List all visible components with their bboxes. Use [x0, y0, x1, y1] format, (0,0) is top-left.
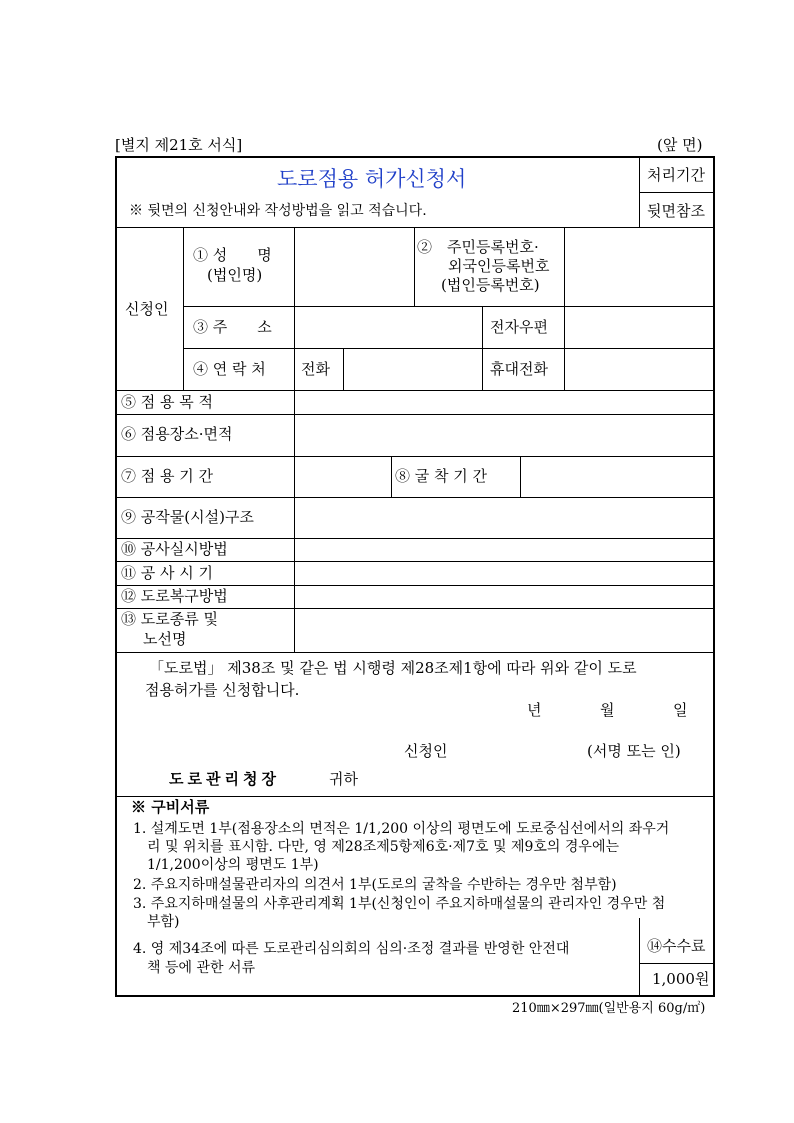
date-month: 월	[600, 701, 615, 719]
processing-period-label: 처리기간	[647, 166, 705, 184]
doc-item-1-line-3: 1/1,200이상의 평면도 1부)	[147, 857, 319, 873]
date-day: 일	[673, 701, 688, 719]
road-type-label-1: ⑬ 도로종류 및	[121, 610, 218, 628]
sign-or-seal: (서명 또는 인)	[587, 742, 681, 760]
mobile-label: 휴대전화	[490, 360, 548, 378]
restore-label: ⑫ 도로복구방법	[121, 587, 228, 605]
excavation-label: ⑧ 굴 착 기 간	[395, 467, 488, 485]
recipient: 도로관리청장	[169, 770, 280, 788]
applicant-section-label: 신청인	[125, 300, 169, 318]
statement-line-1: 「도로법」 제38조 및 같은 법 시행령 제28조제1항에 따라 위와 같이 도로	[149, 659, 637, 677]
form-number: [별지 제21호 서식]	[115, 136, 243, 154]
regno-label-2: 외국인등록번호	[448, 257, 550, 275]
phone-label: 전화	[301, 360, 330, 378]
address-label: ③ 주 소	[193, 318, 272, 336]
regno-label-3: (법인등록번호)	[441, 276, 540, 294]
page-side: (앞 면)	[657, 136, 703, 154]
period-label: ⑦ 점 용 기 간	[121, 467, 214, 485]
application-form	[115, 156, 715, 997]
doc-item-3-line-2: 부함)	[147, 914, 180, 930]
timing-label: ⑪ 공 사 시 기	[121, 564, 214, 582]
regno-label-1: ② 주민등록번호·	[417, 238, 539, 256]
doc-item-3-line-1: 3. 주요지하매설물의 사후관리계획 1부(신청인이 주요지하매설물의 관리자인 경우만 첨	[133, 896, 666, 912]
statement-line-2: 점용허가를 신청합니다.	[145, 681, 300, 699]
contact-label: ④ 연 락 처	[193, 360, 266, 378]
date-year: 년	[527, 701, 542, 719]
method-label: ⑩ 공사실시방법	[121, 540, 228, 558]
instruction-notice: ※ 뒷면의 신청안내와 작성방법을 읽고 적습니다.	[129, 203, 427, 219]
applicant-sign-label: 신청인	[404, 742, 448, 760]
doc-item-4-line-2: 책 등에 관한 서류	[147, 960, 256, 976]
required-docs-title: ※ 구비서류	[131, 798, 210, 816]
structure-label: ⑨ 공작물(시설)구조	[121, 508, 254, 526]
doc-item-1-line-1: 1. 설계도면 1부(점용장소의 면적은 1/1,200 이상의 평면도에 도로중심선에서의 좌우거	[133, 821, 670, 837]
doc-item-1-line-2: 리 및 위치를 표시함. 다만, 영 제28조제5항제6호·제7호 및 제9호의 경우에는	[147, 839, 619, 855]
place-area-label: ⑥ 점용장소·면적	[121, 425, 233, 443]
honorific: 귀하	[329, 770, 358, 788]
purpose-label: ⑤ 점 용 목 적	[121, 393, 214, 411]
processing-period-value: 뒷면참조	[647, 202, 705, 220]
fee-value: 1,000원	[652, 970, 710, 988]
form-title: 도로점용 허가신청서	[277, 167, 467, 191]
email-label: 전자우편	[490, 318, 548, 336]
doc-item-4-line-1: 4. 영 제34조에 따른 도로관리심의회의 심의·조정 결과를 반영한 안전대	[133, 941, 570, 957]
paper-spec: 210㎜×297㎜(일반용지 60g/㎡)	[512, 1001, 706, 1016]
road-type-label-2: 노선명	[143, 630, 187, 648]
name-label: ① 성 명	[193, 246, 272, 264]
doc-item-2: 2. 주요지하매설물관리자의 의견서 1부(도로의 굴착을 수반하는 경우만 첨부함)	[133, 877, 617, 893]
corp-name-label: (법인명)	[207, 266, 263, 284]
fee-label: ⑭수수료	[647, 937, 706, 955]
